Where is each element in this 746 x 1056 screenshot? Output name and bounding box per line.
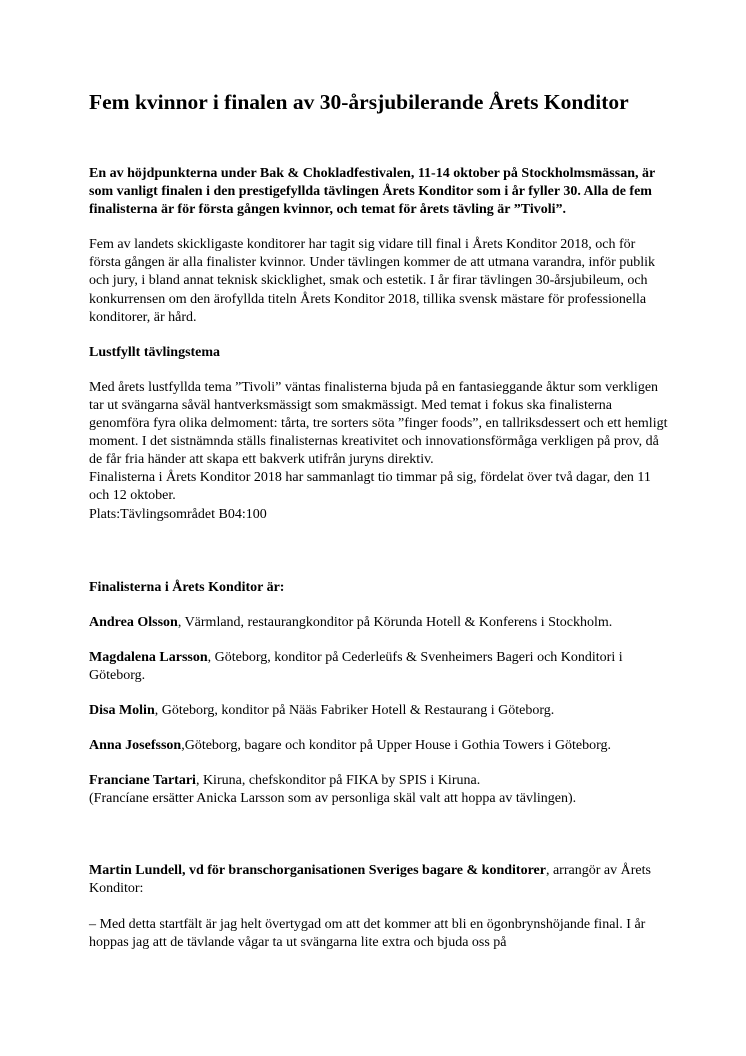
lead-paragraph: En av höjdpunkterna under Bak & Chokladfestivalen, 11-14 oktober på Stockholmsmässan, är som vanligt finalen i den prestigefyllda tävlingen Årets Konditor som i år fyller 30. Alla de fem finalisterna är för första gången kvinnor, och temat för årets tävling är ”Tivoli”. — [89, 166, 655, 218]
place-paragraph: Plats:Tävlingsområdet B04:100 — [89, 506, 267, 522]
finalist-item — [89, 772, 669, 790]
spacer — [89, 524, 669, 562]
finalist-item — [89, 649, 669, 685]
finalist-name: Andrea Olsson — [89, 614, 178, 630]
quote-author-suffix: , arrangör av Årets Konditor: — [89, 863, 651, 897]
finalist-note: (Francíane ersätter Anicka Larsson som av personliga skäl valt att hoppa av tävlingen). — [89, 791, 577, 807]
finalist-name: Anna Josefsson — [89, 738, 182, 754]
intro-paragraph: Fem av landets skickligaste konditorer har tagit sig vidare till final i Årets Konditor 2018, och för första gången är alla finalister kvinnor. Under tävlingen kommer de att utmana varandra, inför publik och jury, i bland annat teknisk skicklighet, smak och estetik. I år firar tävlingen 30-årsjubileum, och konkurrensen om den ärofyllda titeln Årets Konditor 2018, tillika svensk mästare för professionella konditorer, är hård. — [89, 237, 656, 325]
finalist-item — [89, 737, 669, 755]
finalist-item — [89, 702, 669, 720]
theme-paragraph: Med årets lustfyllda tema ”Tivoli” väntas finalisterna bjuda på en fantasieggande åktur som verkligen tar ut svängarna såväl hantverksmässigt som smakmässigt. Med temat i fokus ska finalisterna genomföra fyra olika delmoment: tårta, tre sorters söta ”finger foods”, en tallriksdessert och ett hemligt moment. I det sistnämnda ställs finalisternas kreativitet och innovationsförmåga verkligen på prov, då de får fria händer att skapa ett bakverk utifrån juryns direktiv. — [89, 379, 668, 468]
finalist-desc: , Göteborg, konditor på Nääs Fabriker Hotell & Restaurang i Göteborg. — [154, 702, 555, 718]
finalist-item — [89, 614, 669, 632]
quote-attribution — [89, 862, 669, 898]
finalist-desc: , Göteborg, konditor på Cederleüfs & Svenheimers Bageri och Konditori i Göteborg. — [89, 649, 623, 683]
article-body — [89, 165, 669, 969]
finalist-desc: , Kiruna, chefskonditor på FIKA by SPIS i Kiruna. — [195, 773, 481, 789]
page-title: Fem kvinnor i finalen av 30-årsjubilerande Årets Konditor — [89, 90, 629, 114]
finalist-desc: ,Göteborg, bagare och konditor på Upper House i Gothia Towers i Göteborg. — [181, 738, 612, 754]
finalist-name: Magdalena Larsson — [89, 649, 208, 665]
spacer — [89, 825, 669, 862]
finalist-name: Franciane Tartari — [89, 773, 196, 789]
quote-paragraph: – Med detta startfält är jag helt övertygad om att det kommer att bli en ögonbrynshöjande final. I år hoppas jag att de tävlande vågar ta ut svängarna lite extra och bjuda oss på — [89, 916, 646, 950]
finalists-heading: Finalisterna i Årets Konditor är: — [89, 579, 285, 595]
time-paragraph: Finalisterna i Årets Konditor 2018 har sammanlagt tio timmar på sig, fördelat över två dagar, den 11 och 12 oktober. — [89, 470, 651, 504]
quote-author: Martin Lundell, vd för branschorganisationen Sveriges bagare & konditorer — [89, 863, 546, 879]
theme-heading: Lustfyllt tävlingstema — [89, 344, 221, 360]
finalist-name: Disa Molin — [89, 702, 155, 718]
finalist-desc: , Värmland, restaurangkonditor på Körunda Hotell & Konferens i Stockholm. — [177, 614, 613, 630]
